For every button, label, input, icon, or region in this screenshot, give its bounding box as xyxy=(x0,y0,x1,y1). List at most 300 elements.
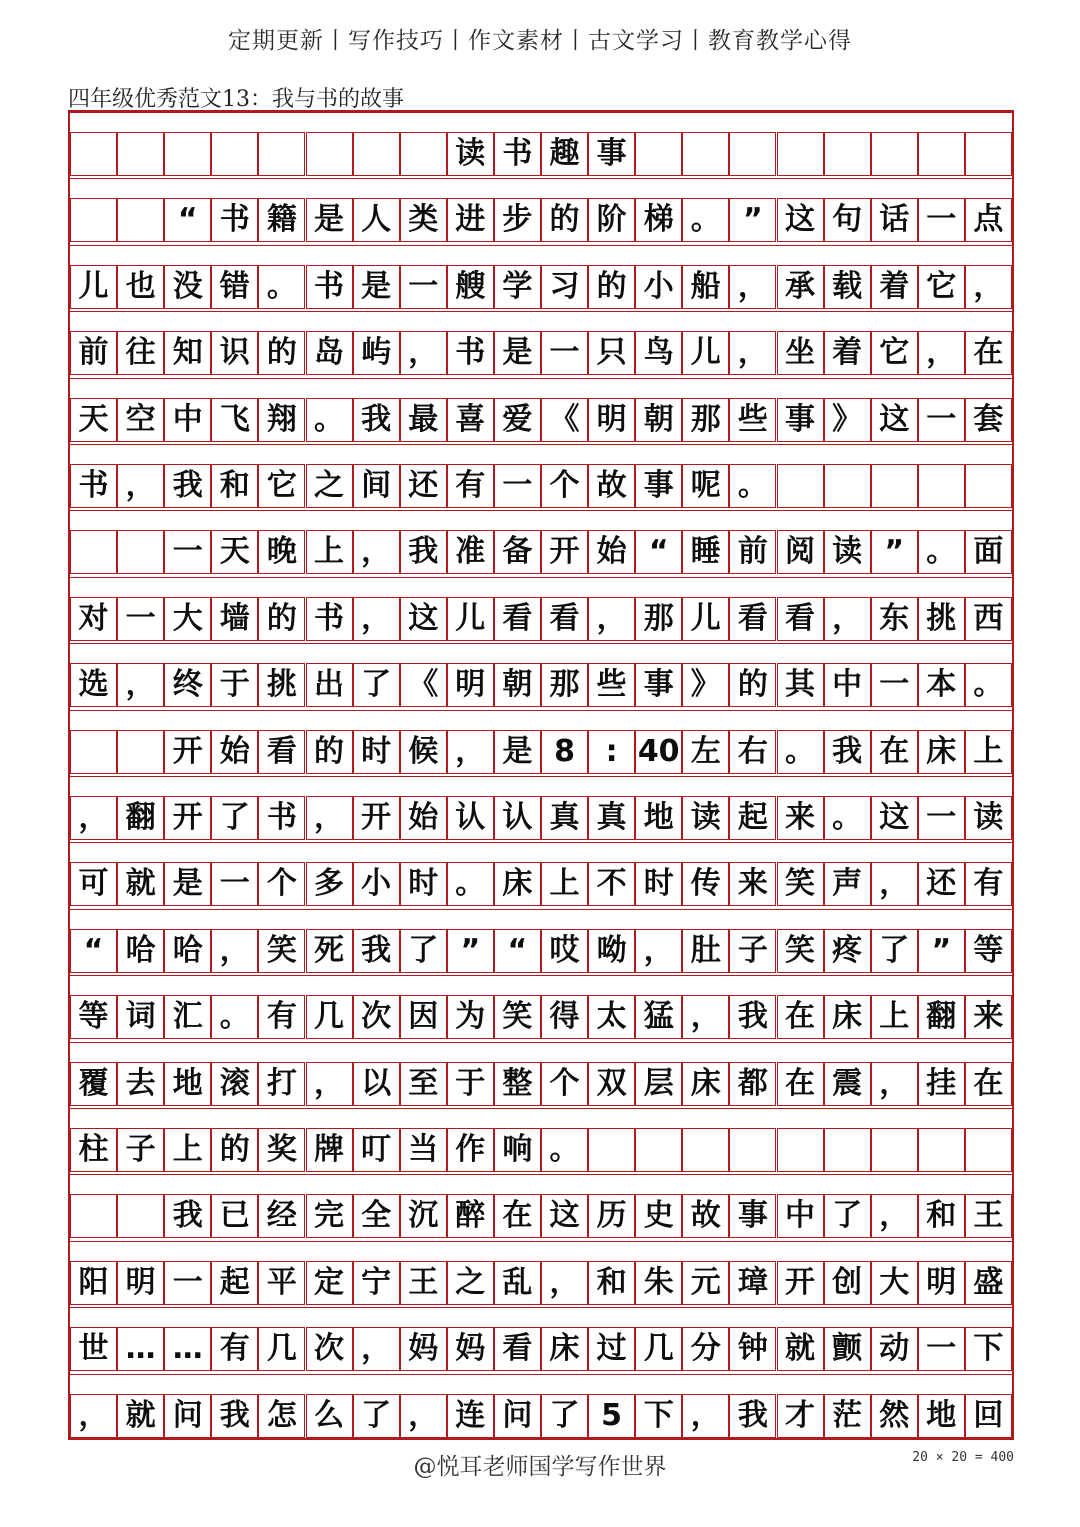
grid-cell: 朝 xyxy=(494,663,541,707)
grid-cell: 滚 xyxy=(211,1062,258,1106)
grid-cell: ， xyxy=(70,796,117,840)
grid-cell xyxy=(918,464,965,508)
grid-cell: 是 xyxy=(164,862,211,906)
grid-cell: 床 xyxy=(824,995,871,1039)
grid-spacer-band xyxy=(70,842,1012,864)
grid-cell: 几 xyxy=(306,995,353,1039)
grid-cell xyxy=(400,132,447,176)
grid-cell: 。 xyxy=(824,796,871,840)
grid-cell: 问 xyxy=(494,1394,541,1438)
grid-cell: 起 xyxy=(729,796,776,840)
grid-cell: 阳 xyxy=(70,1261,117,1305)
grid-cell: 挑 xyxy=(258,663,305,707)
grid-cell: 我 xyxy=(353,929,400,973)
grid-cell: ， xyxy=(729,331,776,375)
grid-cell: 。 xyxy=(447,862,494,906)
grid-cell: 牌 xyxy=(306,1128,353,1172)
grid-cell: 笑 xyxy=(258,929,305,973)
grid-cell: 翻 xyxy=(117,796,164,840)
grid-cell: 一 xyxy=(164,1261,211,1305)
grid-cell: 疼 xyxy=(824,929,871,973)
grid-cell: ， xyxy=(682,995,729,1039)
grid-cell: 个 xyxy=(541,464,588,508)
grid-cell: 震 xyxy=(824,1062,871,1106)
grid-cell: 有 xyxy=(258,995,305,1039)
grid-cell: ， xyxy=(211,929,258,973)
grid-cell xyxy=(164,132,211,176)
grid-cell: 一 xyxy=(918,796,965,840)
grid-cell: 知 xyxy=(164,331,211,375)
grid-cell: 床 xyxy=(918,730,965,774)
grid-spacer-band xyxy=(70,1042,1012,1064)
grid-cell: 声 xyxy=(824,862,871,906)
grid-cell: 一 xyxy=(541,331,588,375)
grid-cell: 璋 xyxy=(729,1261,776,1305)
grid-cell: 明 xyxy=(918,1261,965,1305)
grid-cell: 妈 xyxy=(400,1327,447,1371)
grid-cell: 起 xyxy=(211,1261,258,1305)
grid-cell: 故 xyxy=(588,464,635,508)
grid-cell: 床 xyxy=(682,1062,729,1106)
grid-cell: 本 xyxy=(918,663,965,707)
grid-spacer-band xyxy=(70,1174,1012,1196)
grid-cell: ， xyxy=(871,862,918,906)
grid-cell: 史 xyxy=(635,1194,682,1238)
grid-cell: 真 xyxy=(588,796,635,840)
grid-cell: 40 xyxy=(635,730,682,774)
grid-cell: 在 xyxy=(777,995,824,1039)
grid-row xyxy=(70,1327,1012,1371)
grid-cell: 次 xyxy=(306,1327,353,1371)
grid-cell: 话 xyxy=(871,198,918,242)
grid-cell: 个 xyxy=(258,862,305,906)
grid-cell: 下 xyxy=(635,1394,682,1438)
grid-cell: 过 xyxy=(588,1327,635,1371)
grid-cell: 一 xyxy=(918,1327,965,1371)
grid-cell xyxy=(117,198,164,242)
grid-row xyxy=(70,530,1012,574)
grid-cell: ， xyxy=(824,597,871,641)
grid-cell: ， xyxy=(117,464,164,508)
grid-cell: 得 xyxy=(541,995,588,1039)
grid-cell: 汇 xyxy=(164,995,211,1039)
grid-cell: 时 xyxy=(353,730,400,774)
grid-cell: 书 xyxy=(70,464,117,508)
grid-cell xyxy=(824,1128,871,1172)
grid-cell: 儿 xyxy=(447,597,494,641)
grid-cell xyxy=(70,198,117,242)
grid-cell: 有 xyxy=(211,1327,258,1371)
grid-cell: 就 xyxy=(117,862,164,906)
grid-cell: 这 xyxy=(871,796,918,840)
grid-cell: 在 xyxy=(965,1062,1012,1106)
grid-cell: 时 xyxy=(635,862,682,906)
grid-cell xyxy=(777,1128,824,1172)
grid-cell: 看 xyxy=(494,1327,541,1371)
grid-cell: 去 xyxy=(117,1062,164,1106)
grid-cell: 墙 xyxy=(211,597,258,641)
grid-cell: ， xyxy=(306,796,353,840)
grid-cell xyxy=(965,132,1012,176)
grid-cell: ， xyxy=(729,265,776,309)
grid-cell xyxy=(70,530,117,574)
grid-cell: 天 xyxy=(70,398,117,442)
grid-cell: 类 xyxy=(400,198,447,242)
grid-cell: 至 xyxy=(400,1062,447,1106)
grid-cell: 整 xyxy=(494,1062,541,1106)
grid-cell: 梯 xyxy=(635,198,682,242)
grid-cell: 的 xyxy=(588,265,635,309)
grid-cell: 错 xyxy=(211,265,258,309)
grid-cell: 来 xyxy=(777,796,824,840)
grid-cell: 准 xyxy=(447,530,494,574)
grid-cell: 地 xyxy=(164,1062,211,1106)
grid-cell: 中 xyxy=(164,398,211,442)
grid-cell: 往 xyxy=(117,331,164,375)
grid-cell: 西 xyxy=(965,597,1012,641)
grid-cell: ， xyxy=(353,597,400,641)
grid-cell: 中 xyxy=(824,663,871,707)
grid-row xyxy=(70,398,1012,442)
grid-cell: 大 xyxy=(871,1261,918,1305)
grid-cell xyxy=(965,464,1012,508)
grid-cell: 前 xyxy=(70,331,117,375)
grid-cell: 奖 xyxy=(258,1128,305,1172)
grid-cell: 岛 xyxy=(306,331,353,375)
grid-cell xyxy=(824,132,871,176)
grid-cell: 书 xyxy=(447,331,494,375)
grid-cell: 爱 xyxy=(494,398,541,442)
grid-cell: 我 xyxy=(400,530,447,574)
grid-cell: 它 xyxy=(918,265,965,309)
grid-cell: 不 xyxy=(588,862,635,906)
grid-cell: 睡 xyxy=(682,530,729,574)
grid-cell: 飞 xyxy=(211,398,258,442)
grid-cell: 明 xyxy=(447,663,494,707)
grid-cell: 进 xyxy=(447,198,494,242)
footer-author: @悦耳老师国学写作世界 xyxy=(413,1454,667,1480)
grid-cell: ” xyxy=(729,198,776,242)
grid-cell: 的 xyxy=(211,1128,258,1172)
grid-cell: 作 xyxy=(447,1128,494,1172)
grid-cell: ， xyxy=(353,1327,400,1371)
grid-cell: 学 xyxy=(494,265,541,309)
grid-cell: 天 xyxy=(211,530,258,574)
grid-cell: ， xyxy=(871,1194,918,1238)
grid-cell: 事 xyxy=(777,398,824,442)
grid-cell: 就 xyxy=(777,1327,824,1371)
grid-spacer-band xyxy=(70,975,1012,997)
grid-cell: 还 xyxy=(400,464,447,508)
grid-cell: 屿 xyxy=(353,331,400,375)
grid-cell: 在 xyxy=(777,1062,824,1106)
grid-cell: 平 xyxy=(258,1261,305,1305)
grid-cell: 之 xyxy=(306,464,353,508)
grid-cell: 经 xyxy=(258,1194,305,1238)
grid-cell: 了 xyxy=(824,1194,871,1238)
grid-cell: 晚 xyxy=(258,530,305,574)
grid-cell: ， xyxy=(871,1062,918,1106)
grid-cell: 和 xyxy=(918,1194,965,1238)
grid-cell: … xyxy=(117,1327,164,1371)
grid-cell: 事 xyxy=(635,663,682,707)
doc-title: 四年级优秀范文13：我与书的故事 xyxy=(68,87,404,112)
grid-cell: 一 xyxy=(918,198,965,242)
grid-cell: 前 xyxy=(729,530,776,574)
grid-cell: 句 xyxy=(824,198,871,242)
grid-cell: 那 xyxy=(682,398,729,442)
grid-cell: 真 xyxy=(541,796,588,840)
grid-row xyxy=(70,663,1012,707)
grid-cell: 动 xyxy=(871,1327,918,1371)
grid-cell: 儿 xyxy=(682,331,729,375)
grid-cell: 上 xyxy=(541,862,588,906)
grid-cell xyxy=(117,132,164,176)
grid-cell: 些 xyxy=(588,663,635,707)
grid-cell: 和 xyxy=(211,464,258,508)
grid-cell xyxy=(117,730,164,774)
grid-cell: 故 xyxy=(682,1194,729,1238)
grid-cell: 船 xyxy=(682,265,729,309)
grid-cell: 因 xyxy=(400,995,447,1039)
grid-cell: 开 xyxy=(164,796,211,840)
grid-cell: 选 xyxy=(70,663,117,707)
grid-cell: 怎 xyxy=(258,1394,305,1438)
grid-cell: 肚 xyxy=(682,929,729,973)
grid-cell: 次 xyxy=(353,995,400,1039)
grid-cell: 哈 xyxy=(164,929,211,973)
grid-cell xyxy=(70,730,117,774)
grid-cell: 世 xyxy=(70,1327,117,1371)
grid-cell xyxy=(70,1194,117,1238)
grid-cell: 出 xyxy=(306,663,353,707)
grid-cell: 那 xyxy=(541,663,588,707)
grid-cell xyxy=(70,132,117,176)
grid-cell: 步 xyxy=(494,198,541,242)
grid-cell: 》 xyxy=(682,663,729,707)
grid-cell: 那 xyxy=(635,597,682,641)
grid-cell: 最 xyxy=(400,398,447,442)
grid-cell: 。 xyxy=(306,398,353,442)
grid-cell: 的 xyxy=(729,663,776,707)
grid-cell: 大 xyxy=(164,597,211,641)
grid-cell: 了 xyxy=(353,663,400,707)
grid-cell: 了 xyxy=(871,929,918,973)
grid-cell: ， xyxy=(541,1261,588,1305)
grid-cell: 都 xyxy=(729,1062,776,1106)
grid-cell: 阅 xyxy=(777,530,824,574)
grid-cell: : xyxy=(588,730,635,774)
grid-cell: “ xyxy=(494,929,541,973)
grid-row xyxy=(70,1128,1012,1172)
grid-cell: ， xyxy=(117,663,164,707)
grid-cell: 宁 xyxy=(353,1261,400,1305)
grid-cell: 的 xyxy=(541,198,588,242)
grid-row xyxy=(70,730,1012,774)
grid-cell: 于 xyxy=(211,663,258,707)
grid-cell: 盛 xyxy=(965,1261,1012,1305)
grid-cell: 认 xyxy=(447,796,494,840)
grid-cell: 书 xyxy=(306,265,353,309)
grid-cell: 它 xyxy=(258,464,305,508)
grid-cell: 于 xyxy=(447,1062,494,1106)
grid-cell: 籍 xyxy=(258,198,305,242)
grid-cell: 着 xyxy=(871,265,918,309)
grid-cell: ” xyxy=(871,530,918,574)
grid-cell: 地 xyxy=(635,796,682,840)
grid-cell: 响 xyxy=(494,1128,541,1172)
grid-spacer-band xyxy=(70,909,1012,931)
grid-cell: 套 xyxy=(965,398,1012,442)
grid-cell: 其 xyxy=(777,663,824,707)
grid-cell: 阶 xyxy=(588,198,635,242)
grid-cell: 完 xyxy=(306,1194,353,1238)
grid-row xyxy=(70,1394,1012,1438)
grid-cell: ， xyxy=(353,530,400,574)
grid-cell xyxy=(635,1128,682,1172)
grid-cell xyxy=(306,132,353,176)
grid-cell: 开 xyxy=(353,796,400,840)
grid-row xyxy=(70,265,1012,309)
grid-cell: 我 xyxy=(164,464,211,508)
grid-cell: 这 xyxy=(541,1194,588,1238)
grid-row xyxy=(70,132,1012,176)
grid-cell: 么 xyxy=(306,1394,353,1438)
grid-cell: 面 xyxy=(965,530,1012,574)
grid-cell: ， xyxy=(447,730,494,774)
grid-cell: 还 xyxy=(918,862,965,906)
grid-cell xyxy=(117,530,164,574)
grid-cell: 左 xyxy=(682,730,729,774)
grid-cell: 开 xyxy=(777,1261,824,1305)
grid-cell: 艘 xyxy=(447,265,494,309)
grid-cell: 钟 xyxy=(729,1327,776,1371)
grid-cell: 看 xyxy=(258,730,305,774)
grid-cell: 小 xyxy=(635,265,682,309)
top-nav: 定期更新丨写作技巧丨作文素材丨古文学习丨教育教学心得 xyxy=(228,28,852,54)
grid-cell: ， xyxy=(682,1394,729,1438)
grid-cell: 一 xyxy=(918,398,965,442)
grid-cell: 覆 xyxy=(70,1062,117,1106)
grid-row xyxy=(70,796,1012,840)
grid-cell: 始 xyxy=(211,730,258,774)
grid-cell: 》 xyxy=(824,398,871,442)
grid-cell xyxy=(871,1128,918,1172)
grid-spacer-band xyxy=(70,1374,1012,1396)
grid-cell: 右 xyxy=(729,730,776,774)
grid-cell: “ xyxy=(164,198,211,242)
grid-cell: 一 xyxy=(117,597,164,641)
grid-cell: 子 xyxy=(117,1128,164,1172)
grid-cell xyxy=(117,1194,164,1238)
grid-cell: 来 xyxy=(965,995,1012,1039)
grid-cell: 以 xyxy=(353,1062,400,1106)
grid-cell: 开 xyxy=(164,730,211,774)
grid-spacer-band xyxy=(70,1307,1012,1329)
grid-spacer-band xyxy=(70,710,1012,732)
grid-cell: 这 xyxy=(400,597,447,641)
grid-cell: 等 xyxy=(70,995,117,1039)
grid-cell: 醉 xyxy=(447,1194,494,1238)
grid-cell xyxy=(871,132,918,176)
grid-cell: 一 xyxy=(871,663,918,707)
grid-cell: 历 xyxy=(588,1194,635,1238)
grid-cell: 儿 xyxy=(682,597,729,641)
grid-cell: 开 xyxy=(541,530,588,574)
grid-cell: 沉 xyxy=(400,1194,447,1238)
grid-spacer-band xyxy=(70,444,1012,466)
grid-cell: ” xyxy=(447,929,494,973)
grid-cell: 等 xyxy=(965,929,1012,973)
grid-cell: ， xyxy=(70,1394,117,1438)
grid-cell: ， xyxy=(588,597,635,641)
grid-cell: 的 xyxy=(306,730,353,774)
grid-cell xyxy=(965,1128,1012,1172)
grid-cell: 词 xyxy=(117,995,164,1039)
grid-spacer-band xyxy=(70,1241,1012,1263)
grid-cell xyxy=(353,132,400,176)
grid-cell: 我 xyxy=(824,730,871,774)
grid-cell: 小 xyxy=(353,862,400,906)
grid-cell: 我 xyxy=(353,398,400,442)
grid-cell: 。 xyxy=(541,1128,588,1172)
grid-spacer-band xyxy=(70,643,1012,665)
grid-spacer-band xyxy=(70,776,1012,798)
grid-cell: 始 xyxy=(400,796,447,840)
grid-cell: 创 xyxy=(824,1261,871,1305)
grid-cell: 个 xyxy=(541,1062,588,1106)
grid-cell: 我 xyxy=(729,1394,776,1438)
grid-cell: 死 xyxy=(306,929,353,973)
grid-cell: 我 xyxy=(729,995,776,1039)
grid-cell: 双 xyxy=(588,1062,635,1106)
grid-cell: 终 xyxy=(164,663,211,707)
grid-cell xyxy=(777,464,824,508)
grid-cell: 猛 xyxy=(635,995,682,1039)
grid-cell: 多 xyxy=(306,862,353,906)
grid-cell: 这 xyxy=(777,198,824,242)
grid-cell: 为 xyxy=(447,995,494,1039)
grid-cell: 了 xyxy=(353,1394,400,1438)
grid-cell: 来 xyxy=(729,862,776,906)
grid-spacer-band xyxy=(70,510,1012,532)
grid-cell: 。 xyxy=(729,464,776,508)
grid-cell: 上 xyxy=(164,1128,211,1172)
grid-cell: 读 xyxy=(965,796,1012,840)
grid-cell: 的 xyxy=(258,331,305,375)
grid-cell: 翔 xyxy=(258,398,305,442)
grid-spacer-band xyxy=(70,378,1012,400)
grid-cell: 读 xyxy=(447,132,494,176)
grid-cell: ， xyxy=(635,929,682,973)
grid-cell: 也 xyxy=(117,265,164,309)
grid-cell: 对 xyxy=(70,597,117,641)
grid-spacer-band xyxy=(70,245,1012,267)
grid-cell: 看 xyxy=(541,597,588,641)
grid-cell: 在 xyxy=(871,730,918,774)
grid-cell: 了 xyxy=(211,796,258,840)
grid-cell: 习 xyxy=(541,265,588,309)
grid-cell: 妈 xyxy=(447,1327,494,1371)
grid-cell: 《 xyxy=(541,398,588,442)
grid-cell: 8 xyxy=(541,730,588,774)
grid-cell: 几 xyxy=(258,1327,305,1371)
grid-cell: 一 xyxy=(211,862,258,906)
grid-cell: 上 xyxy=(871,995,918,1039)
grid-cell xyxy=(682,1128,729,1172)
grid-cell: 《 xyxy=(400,663,447,707)
grid-row xyxy=(70,331,1012,375)
